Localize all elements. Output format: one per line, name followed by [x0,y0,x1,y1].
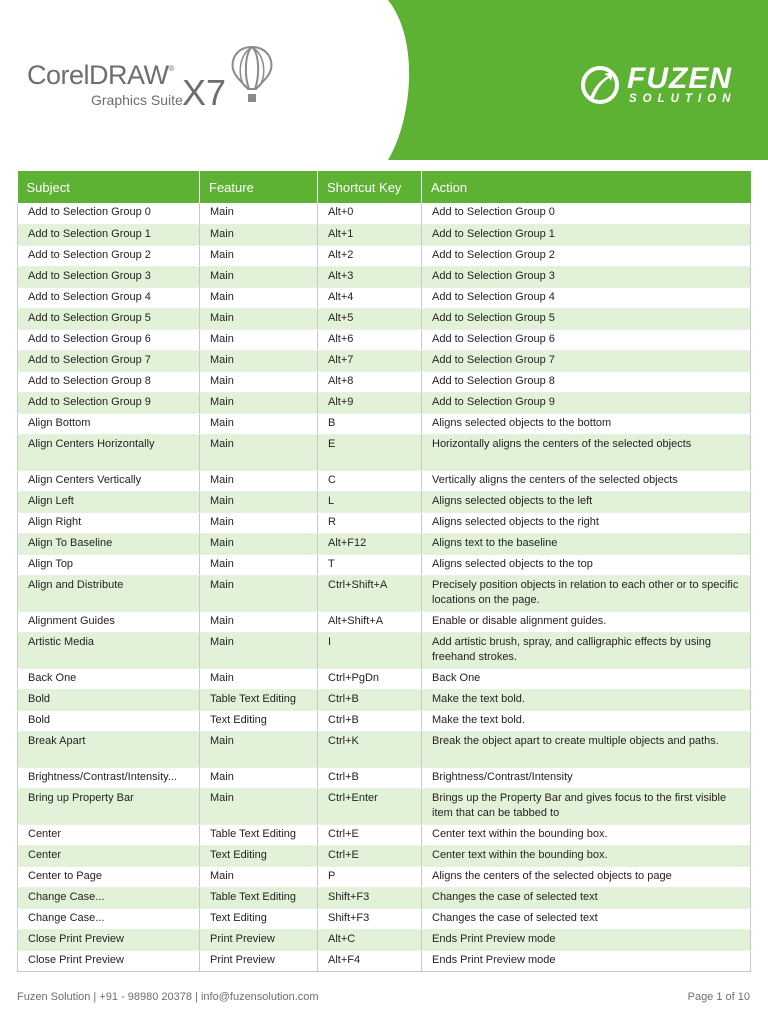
cell-shortcut-key: Ctrl+B [318,710,422,731]
cell-shortcut-key: Alt+8 [318,371,422,392]
cell-shortcut-key: Alt+5 [318,308,422,329]
cell-shortcut-key: Ctrl+Shift+A [318,575,422,611]
cell-shortcut-key: Alt+2 [318,245,422,266]
cell-shortcut-key: Ctrl+B [318,767,422,788]
table-row [18,632,751,668]
table-row [18,689,751,710]
table-row [18,308,751,329]
cell-action: Ends Print Preview mode [422,950,751,971]
cell-feature: Main [200,287,318,308]
table-header-row [18,171,751,203]
cell-shortcut-key: I [318,632,422,668]
cell-shortcut-key: Alt+C [318,929,422,950]
cell-subject: Center [18,824,200,845]
cell-subject: Add to Selection Group 3 [18,266,200,287]
cell-feature: Main [200,668,318,689]
cell-feature: Main [200,308,318,329]
table-row [18,224,751,245]
cell-subject: Bold [18,710,200,731]
cell-shortcut-key: L [318,491,422,512]
header-shortcut-key: Shortcut Key [318,171,422,203]
cell-action: Aligns selected objects to the top [422,554,751,575]
table-row [18,845,751,866]
table-row [18,371,751,392]
cell-feature: Main [200,434,318,470]
cell-subject: Change Case... [18,908,200,929]
table-row [18,824,751,845]
cell-action: Changes the case of selected text [422,908,751,929]
cell-subject: Align Left [18,491,200,512]
cell-feature: Main [200,392,318,413]
table-row [18,512,751,533]
cell-subject: Artistic Media [18,632,200,668]
table-row [18,731,751,767]
cell-subject: Add to Selection Group 6 [18,329,200,350]
cell-feature: Main [200,329,318,350]
cell-action: Back One [422,668,751,689]
cell-feature: Main [200,611,318,632]
cell-action: Brings up the Property Bar and gives focus to the first visible item that can be tabbed to [422,788,751,824]
cell-action: Center text within the bounding box. [422,824,751,845]
table-row [18,392,751,413]
cell-shortcut-key: Alt+0 [318,203,422,224]
cell-feature: Main [200,554,318,575]
company-subtitle: SOLUTION [629,93,737,105]
cell-feature: Main [200,266,318,287]
table-body [18,203,751,971]
cell-feature: Main [200,533,318,554]
cell-feature: Main [200,632,318,668]
company-name: FUZEN [627,62,732,95]
table-row [18,266,751,287]
cell-subject: Close Print Preview [18,950,200,971]
cell-subject: Brightness/Contrast/Intensity... [18,767,200,788]
cell-action: Break the object apart to create multiple objects and paths. [422,731,751,767]
page-header [0,0,768,160]
cell-subject: Align Top [18,554,200,575]
cell-shortcut-key: Alt+7 [318,350,422,371]
cell-subject: Bold [18,689,200,710]
cell-feature: Main [200,413,318,434]
header-action: Action [422,171,751,203]
cell-action: Make the text bold. [422,689,751,710]
cell-feature: Print Preview [200,929,318,950]
cell-action: Enable or disable alignment guides. [422,611,751,632]
cell-action: Add artistic brush, spray, and calligraphic effects by using freehand strokes. [422,632,751,668]
cell-shortcut-key: Ctrl+B [318,689,422,710]
cell-feature: Main [200,512,318,533]
cell-action: Aligns selected objects to the bottom [422,413,751,434]
cell-feature: Main [200,224,318,245]
cell-subject: Center [18,845,200,866]
cell-shortcut-key: Ctrl+E [318,845,422,866]
table-row [18,329,751,350]
cell-subject: Bring up Property Bar [18,788,200,824]
cell-action: Aligns selected objects to the left [422,491,751,512]
cell-shortcut-key: Ctrl+Enter [318,788,422,824]
cell-subject: Add to Selection Group 0 [18,203,200,224]
cell-shortcut-key: Alt+Shift+A [318,611,422,632]
cell-subject: Close Print Preview [18,929,200,950]
coreldraw-logo [27,60,267,120]
table-row [18,575,751,611]
table-row [18,611,751,632]
table-row [18,491,751,512]
product-name: CorelDRAW® [27,60,174,90]
cell-action: Add to Selection Group 1 [422,224,751,245]
table-row [18,203,751,224]
cell-subject: Align Bottom [18,413,200,434]
cell-shortcut-key: Alt+6 [318,329,422,350]
table-row [18,287,751,308]
cell-feature: Main [200,866,318,887]
table-row [18,434,751,470]
cell-shortcut-key: Ctrl+K [318,731,422,767]
cell-feature: Table Text Editing [200,887,318,908]
table-row [18,350,751,371]
cell-shortcut-key: E [318,434,422,470]
cell-subject: Align Centers Vertically [18,470,200,491]
cell-feature: Text Editing [200,710,318,731]
cell-action: Add to Selection Group 6 [422,329,751,350]
cell-action: Add to Selection Group 7 [422,350,751,371]
cell-shortcut-key: P [318,866,422,887]
cell-action: Add to Selection Group 4 [422,287,751,308]
cell-action: Add to Selection Group 2 [422,245,751,266]
cell-feature: Main [200,491,318,512]
table-row [18,887,751,908]
cell-action: Center text within the bounding box. [422,845,751,866]
fuzen-emblem-icon [580,64,620,106]
table-row [18,413,751,434]
cell-subject: Add to Selection Group 2 [18,245,200,266]
table-row [18,866,751,887]
cell-subject: Add to Selection Group 1 [18,224,200,245]
cell-shortcut-key: Shift+F3 [318,908,422,929]
cell-shortcut-key: Shift+F3 [318,887,422,908]
cell-feature: Main [200,371,318,392]
cell-subject: Add to Selection Group 7 [18,350,200,371]
cell-feature: Main [200,245,318,266]
shortcut-table [17,171,751,972]
cell-feature: Main [200,731,318,767]
cell-subject: Change Case... [18,887,200,908]
cell-shortcut-key: Alt+4 [318,287,422,308]
cell-feature: Main [200,203,318,224]
table-row [18,668,751,689]
table-row [18,554,751,575]
cell-shortcut-key: Alt+F4 [318,950,422,971]
cell-subject: Alignment Guides [18,611,200,632]
cell-shortcut-key: C [318,470,422,491]
page-footer [17,991,750,1007]
table-row [18,533,751,554]
table-row [18,788,751,824]
cell-subject: Align To Baseline [18,533,200,554]
table-row [18,929,751,950]
table-row [18,767,751,788]
cell-action: Brightness/Contrast/Intensity [422,767,751,788]
product-suite: Graphics Suite [91,92,183,108]
cell-shortcut-key: Ctrl+E [318,824,422,845]
product-version: X7 [182,72,227,113]
table-row [18,710,751,731]
fuzen-logo [580,64,755,114]
cell-feature: Main [200,767,318,788]
cell-action: Aligns text to the baseline [422,533,751,554]
table-row [18,950,751,971]
cell-shortcut-key: Alt+1 [318,224,422,245]
cell-action: Make the text bold. [422,710,751,731]
cell-feature: Table Text Editing [200,824,318,845]
cell-subject: Center to Page [18,866,200,887]
cell-shortcut-key: Ctrl+PgDn [318,668,422,689]
cell-action: Add to Selection Group 5 [422,308,751,329]
cell-shortcut-key: T [318,554,422,575]
cell-feature: Main [200,350,318,371]
footer-contact: Fuzen Solution | +91 - 98980 20378 | info@fuzensolution.com [17,991,319,1003]
cell-action: Aligns selected objects to the right [422,512,751,533]
footer-page-number: Page 1 of 10 [687,991,750,1003]
table-row [18,470,751,491]
cell-feature: Print Preview [200,950,318,971]
cell-subject: Add to Selection Group 5 [18,308,200,329]
cell-action: Precisely position objects in relation to each other or to specific locations on the page. [422,575,751,611]
cell-action: Add to Selection Group 3 [422,266,751,287]
table-row [18,908,751,929]
cell-subject: Align Centers Horizontally [18,434,200,470]
cell-subject: Break Apart [18,731,200,767]
cell-feature: Main [200,575,318,611]
cell-subject: Add to Selection Group 4 [18,287,200,308]
header-feature: Feature [200,171,318,203]
cell-subject: Add to Selection Group 8 [18,371,200,392]
balloon-icon [229,45,275,105]
cell-shortcut-key: R [318,512,422,533]
cell-subject: Add to Selection Group 9 [18,392,200,413]
cell-action: Horizontally aligns the centers of the selected objects [422,434,751,470]
shortcut-table-container [17,171,750,972]
cell-shortcut-key: Alt+3 [318,266,422,287]
cell-subject: Align Right [18,512,200,533]
cell-action: Add to Selection Group 8 [422,371,751,392]
cell-action: Add to Selection Group 9 [422,392,751,413]
cell-feature: Text Editing [200,845,318,866]
cell-action: Aligns the centers of the selected objects to page [422,866,751,887]
cell-subject: Back One [18,668,200,689]
cell-action: Ends Print Preview mode [422,929,751,950]
header-subject: Subject [18,171,200,203]
cell-action: Add to Selection Group 0 [422,203,751,224]
cell-feature: Main [200,788,318,824]
cell-feature: Text Editing [200,908,318,929]
cell-feature: Main [200,470,318,491]
cell-feature: Table Text Editing [200,689,318,710]
cell-shortcut-key: Alt+F12 [318,533,422,554]
cell-subject: Align and Distribute [18,575,200,611]
table-row [18,245,751,266]
cell-action: Vertically aligns the centers of the selected objects [422,470,751,491]
cell-shortcut-key: Alt+9 [318,392,422,413]
cell-shortcut-key: B [318,413,422,434]
cell-action: Changes the case of selected text [422,887,751,908]
